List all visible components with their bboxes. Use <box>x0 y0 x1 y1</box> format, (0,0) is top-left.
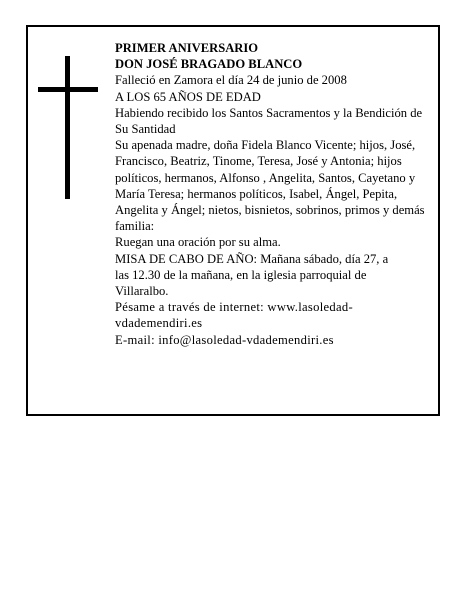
notice-heading: PRIMER ANIVERSARIO <box>115 41 259 55</box>
condolence-line-1: Pésame a través de internet: www.lasoledad- <box>115 300 353 315</box>
death-info: Falleció en Zamora el día 24 de junio de 2008 <box>115 73 347 88</box>
notice-text <box>115 40 431 348</box>
deceased-name: DON JOSÉ BRAGADO BLANCO <box>115 57 303 72</box>
family-list: Su apenada madre, doña Fidela Blanco Vicente; hijos, José, Francisco, Beatriz, Tinome, Teresa, José y Antonia; hijos políticos, hermanos, Alfonso , Angelita, Santos, Cayetano y María Teresa; hermanos políticos, Isabel, Ángel, Pepita, Angelita y Ángel; nietos, bisnietos, sobrinos, primos y demás familia: <box>115 138 425 234</box>
sacraments-line: Habiendo recibido los Santos Sacramentos y la Bendición de Su Santidad <box>115 105 423 137</box>
prayer-request: Ruegan una oración por su alma. <box>115 235 281 250</box>
cross-icon <box>38 56 98 199</box>
email-line: E-mail: info@lasoledad-vdademendiri.es <box>115 332 334 347</box>
mass-line-3: Villaralbo. <box>115 284 169 299</box>
obituary-notice <box>26 25 440 416</box>
mass-line-1: MISA DE CABO DE AÑO: Mañana sábado, día 27, a <box>115 251 389 266</box>
condolence-line-2: vdademendiri.es <box>115 316 203 331</box>
cross-horizontal-bar <box>38 87 98 92</box>
mass-line-2: las 12.30 de la mañana, en la iglesia parroquial de <box>115 267 367 282</box>
age-line: A LOS 65 AÑOS DE EDAD <box>115 89 261 104</box>
cross-vertical-bar <box>65 56 70 199</box>
